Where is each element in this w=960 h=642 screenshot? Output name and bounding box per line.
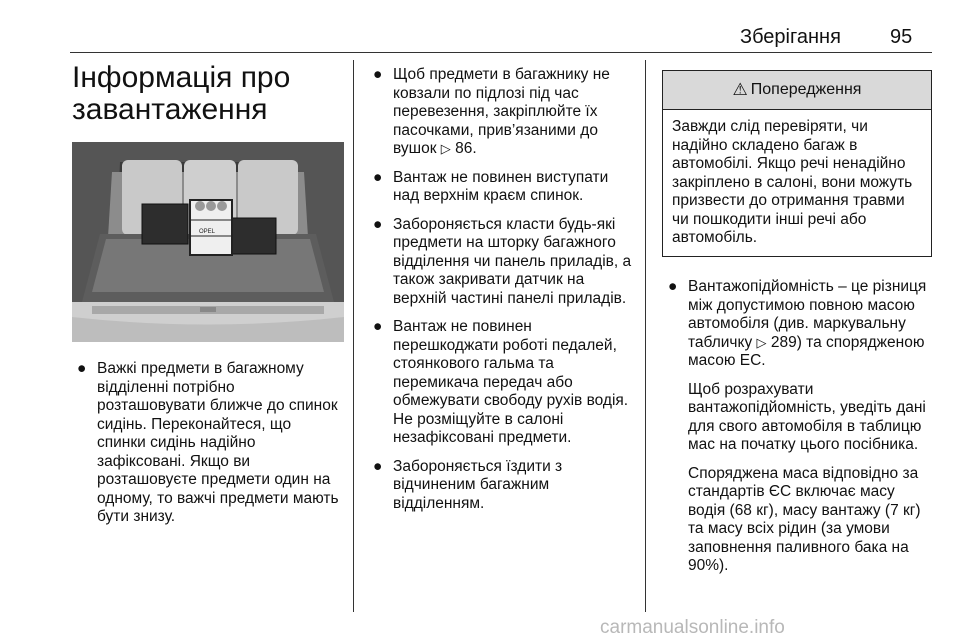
list-item (368, 66, 636, 159)
crate-label: OPEL (199, 229, 216, 235)
list-item-text: Забороняється їздити з відчиненим багажним відділенням. (393, 457, 563, 512)
page-reference-arrow-icon: ▷ (756, 334, 767, 350)
warning-triangle-icon: ⚠ (732, 80, 748, 99)
list-item (368, 169, 636, 206)
paragraph: Щоб розрахувати вантажопідйомність, уведіть дані для свого автомобіля в таблицю мас на початку цього посібника. (688, 380, 926, 453)
list-item-text: Щоб предмети в багажнику не ковзали по підлозі під час перевезення, закріплюйте їх пасочками, прив’язаними до вушок (393, 66, 610, 157)
bullet-dot: ● (373, 66, 383, 83)
bullet-dot: ● (373, 318, 383, 335)
column-3 (663, 278, 931, 586)
page-reference-arrow-icon: ▷ (440, 141, 451, 156)
list-item-text: Важкі предмети в багажному відділенні потрібно розташовувати ближче до спинок сидінь. Переконайтеся, що спинки сидінь надійно зафіксовані. Якщо ви розташовуєте предмети один на одному, то важчі предмети мають бути знизу. (97, 360, 339, 525)
bullet-dot: ● (373, 457, 383, 475)
warning-body: Завжди слід перевіряти, чи надійно складено багаж в автомобілі. Якщо речі ненадійно закріплено в салоні, вони можуть призвести до отримання травми чи пошкодити інші речі або автомобіль. (672, 118, 913, 246)
page-reference[interactable]: 86. (455, 140, 477, 157)
trunk-illustration (72, 142, 344, 342)
bullet-dot: ● (373, 168, 383, 186)
bullet-dot: ● (373, 215, 383, 233)
warning-header (663, 71, 931, 110)
header-rule (70, 52, 932, 53)
list-item (368, 458, 636, 514)
column-divider-left (353, 60, 354, 612)
section-title: Інформація про завантаження (72, 61, 291, 126)
list-item-text: Вантаж не повинен перешкоджати роботі педалей, стоянкового гальма та перемикача передач або обмежувати свободу рухів водія. Не розміщуйте в салоні незафіксовані предмети. (393, 318, 629, 446)
list-item (663, 278, 931, 371)
warning-title: Попередження (750, 81, 862, 98)
warning-box (662, 70, 932, 257)
trunk-photo (72, 142, 344, 342)
list-item (368, 318, 636, 448)
list-item-text: Забороняється класти будь-які предмети на шторку багажного відділення чи панель приладів, а також закривати датчик на верхній частині панелі приладів. (393, 215, 632, 307)
page-reference[interactable]: 289) та спорядженою масою ЕС. (688, 333, 925, 369)
watermark: carmanualsonline.info (600, 617, 785, 638)
bullet-dot: ● (77, 360, 87, 377)
list-item-text: Вантажопідйомність – це різниця між допустимою повною масою автомобіля (див. маркувальну табличку (688, 278, 927, 351)
list-item-text: Вантаж не повинен виступати над верхнім краєм спинок. (393, 168, 609, 204)
page-number: 95 (890, 26, 913, 48)
bullet-dot: ● (668, 278, 678, 295)
column-1 (72, 360, 344, 537)
list-item (368, 216, 636, 309)
list-item (72, 360, 344, 527)
column-2 (368, 66, 636, 523)
paragraph: Споряджена маса відповідно за стандартів ЄС включає масу водія (68 кг), масу вантажу (7 кг) та масу всіх рідин (за умови заповнення паливного бака на 90%). (688, 464, 921, 574)
header-title: Зберігання (740, 26, 841, 48)
column-divider-right (645, 60, 646, 612)
